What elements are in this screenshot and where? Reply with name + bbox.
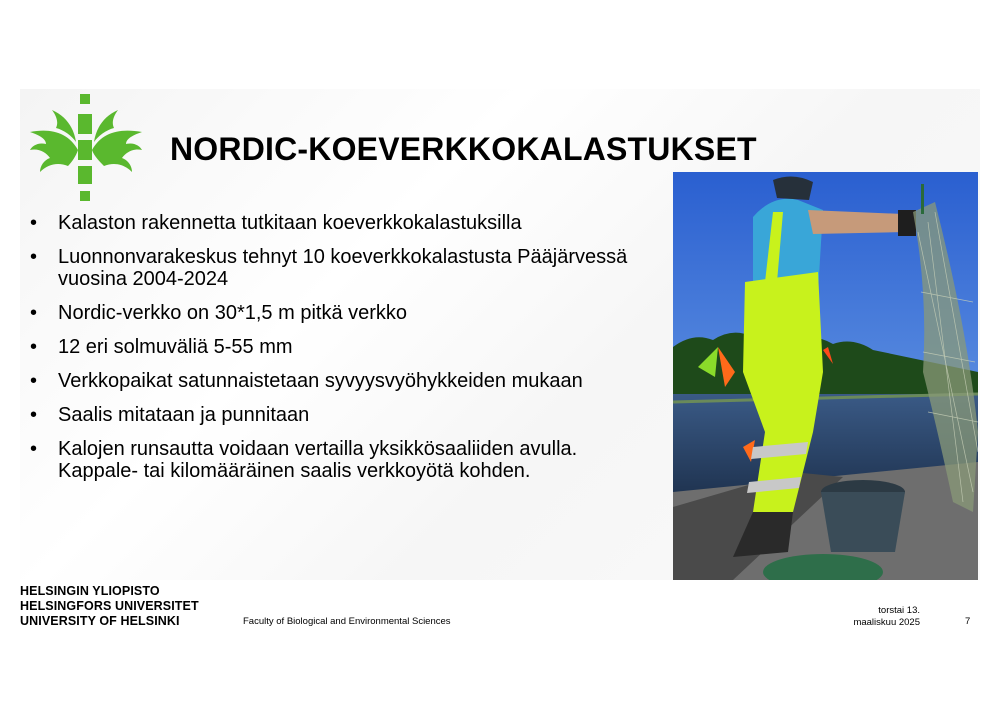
slide-title: NORDIC-KOEVERKKOKALASTUKSET (170, 131, 757, 167)
university-name-en: UNIVERSITY OF HELSINKI (20, 614, 180, 628)
faculty-name: Faculty of Biological and Environmental Sciences (243, 616, 451, 627)
bullet-item: • Saalis mitataan ja punnitaan (28, 404, 648, 426)
date-line-1: torstai 13. (878, 605, 920, 616)
bullet-item: • Luonnonvarakeskus tehnyt 10 koeverkkokalastusta Pääjärvessä vuosina 2004-2024 (28, 246, 648, 290)
bullet-item: • Nordic-verkko on 30*1,5 m pitkä verkko (28, 302, 648, 324)
slide-date (845, 605, 920, 629)
bullet-item: • Kalaston rakennetta tutkitaan koeverkkokalastuksilla (28, 212, 648, 234)
university-name-block (20, 584, 199, 629)
fishing-net-photo (673, 172, 978, 580)
bullet-list (28, 212, 648, 494)
university-name-sv: HELSINGFORS UNIVERSITET (20, 599, 199, 613)
page-number: 7 (965, 616, 971, 627)
date-line-2: maaliskuu 2025 (853, 617, 920, 628)
bullet-item: • Verkkopaikat satunnaistetaan syvyysvyöhykkeiden mukaan (28, 370, 648, 392)
university-name-fi: HELSINGIN YLIOPISTO (20, 584, 160, 598)
bullet-item: • 12 eri solmuväliä 5-55 mm (28, 336, 648, 358)
bullet-item: • Kalojen runsautta voidaan vertailla yksikkösaaliiden avulla. Kappale- tai kilomääräinen saalis verkkoyötä kohden. (28, 438, 648, 482)
university-flame-logo-icon (28, 92, 144, 204)
